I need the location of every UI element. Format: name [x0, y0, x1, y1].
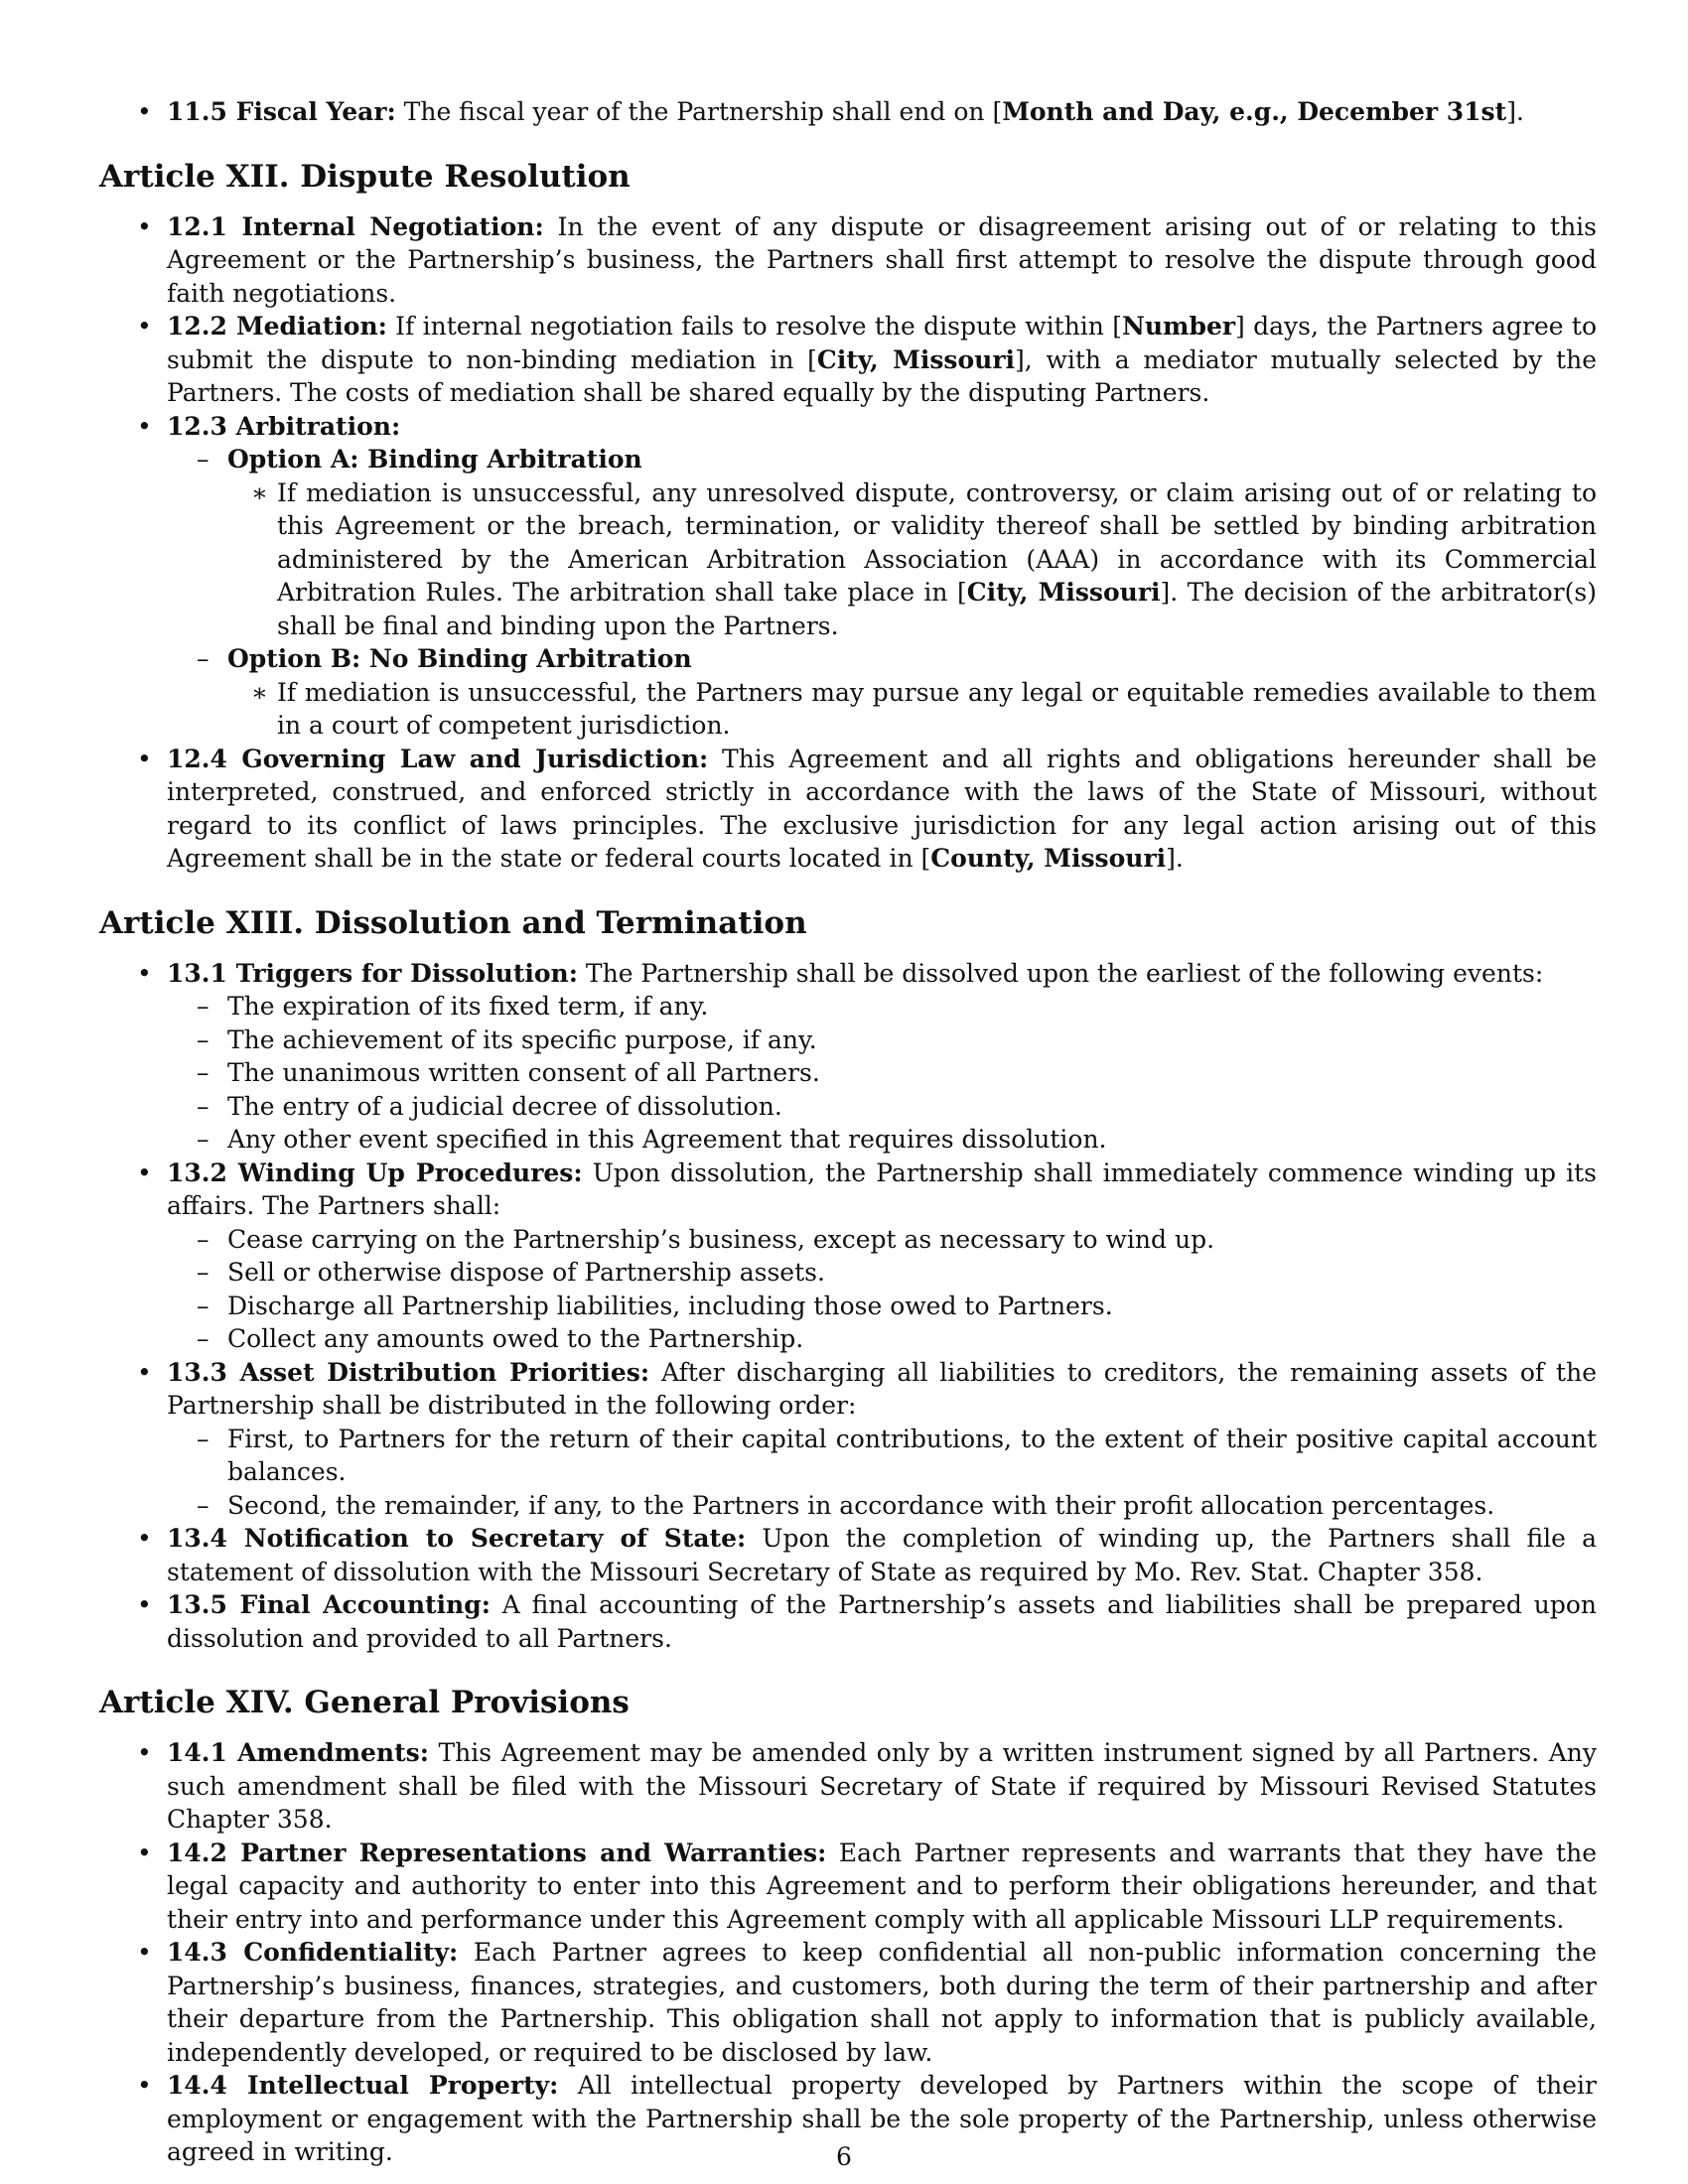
option-b-text: ∗ If mediation is unsuccessful, the Partners may pursue any legal or equitable remedies available to them in a court of competent jurisdiction. — [227, 676, 1597, 743]
section-14-2: • 14.2 Partner Representations and Warranties: Each Partner represents and warrants that they have the legal capacity and authority to enter into this Agreement and to perform their obligations hereunder, and that their entry into and performance under this Agreement comply with all applicable Missouri LLP requirements. — [99, 1837, 1597, 1937]
option-b: – Option B: No Binding Arbitration ∗ If mediation is unsuccessful, the Partners may pursue any legal or equitable remedies available to them in a court of competent jurisdiction. — [167, 642, 1597, 743]
section-11-5: • 11.5 Fiscal Year: The fiscal year of the Partnership shall end on [Month and Day, e.g., December 31st]. — [99, 95, 1597, 129]
dissolution-triggers — [167, 990, 1597, 1157]
section-label: 11.5 Fiscal Year: — [167, 97, 396, 126]
list-item: – Discharge all Partnership liabilities, including those owed to Partners. — [167, 1290, 1597, 1323]
list-item: – Any other event specified in this Agreement that requires dissolution. — [167, 1123, 1597, 1157]
page-content — [99, 95, 1597, 2169]
section-13-5: • 13.5 Final Accounting: A final accounting of the Partnership’s assets and liabilities shall be prepared upon dissolution and provided to all Partners. — [99, 1588, 1597, 1655]
section-label: 13.1 Triggers for Dissolution: — [167, 958, 578, 988]
list-item: – The expiration of its fixed term, if any. — [167, 990, 1597, 1024]
article-14-heading: Article XIV. General Provisions — [99, 1685, 630, 1720]
list-item: – The unanimous written consent of all Partners. — [167, 1056, 1597, 1090]
arbitration-options — [167, 443, 1597, 743]
list-item: – Collect any amounts owed to the Partnership. — [167, 1322, 1597, 1356]
placeholder: Number — [1121, 312, 1236, 341]
section-12-2: • 12.2 Mediation: If internal negotiation fails to resolve the dispute within [Number] days, the Partners agree to submit the dispute to non-binding mediation in [City, Missouri], with a mediator mutually selected by the Partners. The costs of mediation shall be shared equally by the disputing Partners. — [99, 310, 1597, 410]
section-label: 12.3 Arbitration: — [167, 411, 401, 441]
section-13-2: • 13.2 Winding Up Procedures: Upon dissolution, the Partnership shall immediately commence winding up its affairs. The Partners shall: – Cease carrying on the Partnership’s business, except as necessary to wind up. – Sell or otherwise dispose of Partnership assets. – Discharge all Partnership liabilities, including those owed to Partners. – Collect any amounts owed to the Partnership. — [99, 1157, 1597, 1356]
placeholder: City, Missouri — [816, 344, 1016, 374]
option-a-text: ∗ If mediation is unsuccessful, any unresolved dispute, controversy, or claim arising out of or relating to this Agreement or the breach, termination, or validity thereof shall be settled by binding arbitration administered by the American Arbitration Association (AAA) in accordance with its Commercial Arbitration Rules. The arbitration shall take place in [City, Missouri]. The decision of the arbitrator(s) shall be final and binding upon the Partners. — [227, 477, 1597, 643]
list-item: – Second, the remainder, if any, to the Partners in accordance with their profit allocation percentages. — [167, 1489, 1597, 1523]
section-12-4: • 12.4 Governing Law and Jurisdiction: This Agreement and all rights and obligations hereunder shall be interpreted, construed, and enforced strictly in accordance with the laws of the State of Missouri, without regard to its conflict of laws principles. The exclusive jurisdiction for any legal action arising out of this Agreement shall be in the state or federal courts located in [County, Missouri]. — [99, 743, 1597, 876]
article-12-list — [99, 210, 1597, 876]
placeholder: Month and Day, e.g., December 31st — [1002, 97, 1507, 126]
section-14-4: • 14.4 Intellectual Property: All intellectual property developed by Partners within the scope of their employment or engagement with the Partnership shall be the sole property of the Partnership, unless otherwise agreed in writing. — [99, 2069, 1597, 2169]
section-label: 14.1 Amendments: — [167, 1738, 429, 1767]
section-label: 13.5 Final Accounting: — [167, 1590, 491, 1619]
distribution-order — [167, 1423, 1597, 1523]
section-label: 13.4 Notification to Secretary of State: — [167, 1524, 747, 1553]
section-12-3 — [99, 410, 1597, 743]
option-a: – Option A: Binding Arbitration ∗ If mediation is unsuccessful, any unresolved dispute, controversy, or claim arising out of or relating to this Agreement or the breach, termination, or validity thereof shall be settled by binding arbitration administered by the American Arbitration Association (AAA) in accordance with its Commercial Arbitration Rules. The arbitration shall take place in [City, Missouri]. The decision of the arbitrator(s) shall be final and binding upon the Partners. — [167, 443, 1597, 642]
article-13-heading: Article XIII. Dissolution and Termination — [99, 904, 807, 941]
section-12-1: • 12.1 Internal Negotiation: In the event of any dispute or disagreement arising out of or relating to this Agreement or the Partnership’s business, the Partners shall first attempt to resolve the dispute through good faith negotiations. — [99, 210, 1597, 311]
section-label: 14.3 Confidentiality: — [167, 1938, 459, 1967]
placeholder: County, Missouri — [930, 844, 1167, 873]
section-label: 12.2 Mediation: — [167, 312, 387, 341]
section-label: 13.3 Asset Distribution Priorities: — [167, 1357, 650, 1387]
fiscal-list — [99, 95, 1597, 129]
section-14-3: • 14.3 Confidentiality: Each Partner agrees to keep confidential all non-public information concerning the Partnership’s business, finances, strategies, and customers, both during the term of their partnership and after their departure from the Partnership. This obligation shall not apply to information that is publicly available, independently developed, or required to be disclosed by law. — [99, 1936, 1597, 2069]
article-13-list — [99, 957, 1597, 1656]
section-13-3: • 13.3 Asset Distribution Priorities: After discharging all liabilities to creditors, the remaining assets of the Partnership shall be distributed in the following order: – First, to Partners for the return of their capital contributions, to the extent of their positive capital account balances. – Second, the remainder, if any, to the Partners in accordance with their profit allocation percentages. — [99, 1356, 1597, 1523]
article-12-heading: Article XII. Dispute Resolution — [99, 158, 631, 195]
section-label: 14.4 Intellectual Property: — [167, 2071, 559, 2100]
section-14-1: • 14.1 Amendments: This Agreement may be amended only by a written instrument signed by all Partners. Any such amendment shall be filed with the Missouri Secretary of State if required by Missouri Revised Statutes Chapter 358. — [99, 1736, 1597, 1837]
section-13-1: • 13.1 Triggers for Dissolution: The Partnership shall be dissolved upon the earliest of the following events: – The expiration of its fixed term, if any. – The achievement of its specific purpose, if any. – The unanimous written consent of all Partners. – The entry of a judicial decree of dissolution. – Any other event specified in this Agreement that requires dissolution. — [99, 957, 1597, 1157]
section-label: 13.2 Winding Up Procedures: — [167, 1158, 583, 1187]
section-label: 14.2 Partner Representations and Warranties: — [167, 1838, 827, 1867]
placeholder: City, Missouri — [966, 578, 1161, 607]
list-item: – First, to Partners for the return of their capital contributions, to the extent of their positive capital account balances. — [167, 1423, 1597, 1489]
list-item: – Sell or otherwise dispose of Partnership assets. — [167, 1256, 1597, 1290]
article-14-list — [99, 1736, 1597, 2169]
list-item: – The achievement of its specific purpose, if any. — [167, 1024, 1597, 1057]
list-item: – Cease carrying on the Partnership’s business, except as necessary to wind up. — [167, 1223, 1597, 1257]
list-item: – The entry of a judicial decree of dissolution. — [167, 1090, 1597, 1124]
winding-up-steps — [167, 1223, 1597, 1356]
section-label: 12.1 Internal Negotiation: — [167, 211, 544, 241]
page-number: 6 — [836, 2142, 852, 2171]
section-label: 12.4 Governing Law and Jurisdiction: — [167, 744, 709, 773]
section-13-4: • 13.4 Notification to Secretary of State: Upon the completion of winding up, the Partners shall file a statement of dissolution with the Missouri Secretary of State as required by Mo. Rev. Stat. Chapter 358. — [99, 1522, 1597, 1588]
